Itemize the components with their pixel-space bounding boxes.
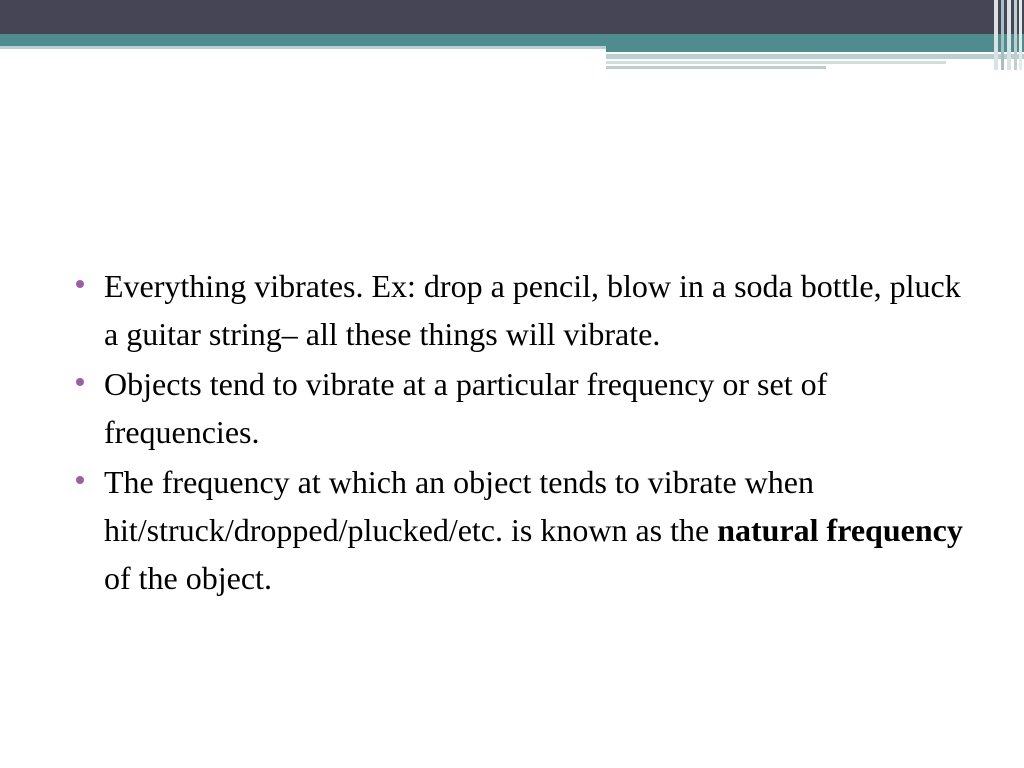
header-light-stripe-right <box>606 66 826 69</box>
bullet-item <box>76 360 976 456</box>
header-vertical-stripe <box>1001 0 1004 70</box>
header-light-stripe-right <box>606 61 946 64</box>
header-vertical-stripe <box>1019 0 1022 70</box>
bullet-item <box>76 262 976 358</box>
header-vertical-stripe <box>1014 0 1017 70</box>
bullet-item <box>76 458 976 602</box>
header-teal-stripe-right <box>606 46 1024 52</box>
header-light-stripe-right <box>606 54 1024 59</box>
bullet-dot-icon <box>76 378 84 386</box>
bullet-dot-icon <box>76 476 84 484</box>
header-vertical-stripe <box>994 0 998 70</box>
header-dark-band <box>0 0 1024 34</box>
header-vertical-stripe <box>1007 0 1011 70</box>
bullet-text: of the object. <box>104 560 272 596</box>
bullet-text: The frequency at which an object tends to vibrate when hit/struck/dropped/plucked/etc. is known as the <box>104 464 814 548</box>
header-teal-band <box>0 34 1024 46</box>
slide-body <box>76 262 976 604</box>
bullet-text: Objects tend to vibrate at a particular frequency or set of frequencies. <box>104 366 828 450</box>
bullet-text: Everything vibrates. Ex: drop a pencil, blow in a soda bottle, pluck a guitar string– all these things will vibrate. <box>104 268 961 352</box>
header-light-stripe <box>0 46 606 49</box>
bold-term: natural frequency <box>717 512 963 548</box>
bullet-dot-icon <box>76 280 84 288</box>
bullet-list <box>76 262 976 602</box>
